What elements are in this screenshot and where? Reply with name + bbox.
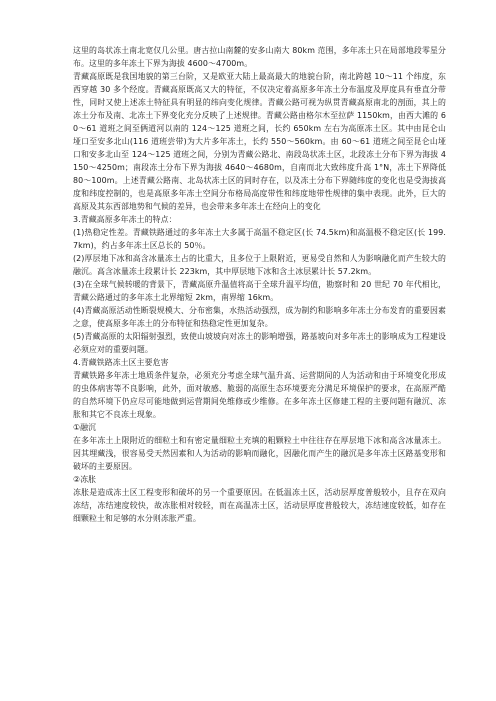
paragraph: 在多年冻土上限附近的细粒土和有密定量细粒土充填的粗颗粒土中往往存在厚层地下冰和高含冰量冻土。因其埋藏浅，很容易受天然因素和人为活动的影响而融化，因融化而产生的融沉是多年冻土区路基变形和破坏的主要原因。: [73, 436, 446, 471]
document-body: [73, 44, 446, 525]
paragraph: 青藏高原既是我国地貌的第三台阶，又是欧亚大陆上最高最大的地貌台阶，南北跨越 10～11 个纬度，东西穿越 30 多个经度。青藏高原既高又大的特征，不仅决定着高原多年冻土分布温度及厚度具有垂直分带性，同时又使上述冻土特征具有明显的纬向变化规律。青藏公路可视为纵贯青藏高原南北的剖面，其上的冻土分布及南、北冻土下界变化充分反映了上述规律。青藏公路由格尔木至拉萨 1150km，由西大滩的 60～61 道班之间至俩道河以南的 124～125 道班之间，长约 650km 左右为高原冻土区。其中由昆仑山垭口至安多北山(116 道班尝带)为大片多年冻土，长约 550～560km。由 60～61 道班之间至昆仑山垭口和安多北山至 124～125 道班之间，分别为青藏公路北、南段岛状冻土区，北段冻土分布下界为海拔 4150～4250m；南段冻土分布下界为海拔 4640～4680m，自南而北大致纬度升高 1°N，冻土下界降低 80～100m。上述青藏公路南、北岛状冻土区的同时存在，以及冻土分布下界随纬度的变化也是受海拔高度和纬度控制的，也是高原多年冻土空间分布格局高度带性和纬度地带性规律的集中表现。此外，巨大的高原及其东西部地势和气候的差异，也会带来多年冻土在经向上的变化: [73, 72, 446, 211]
paragraph: (4)青藏高原活动性断裂规模大、分布密集，水热活动强烈，成为制约和影响多年冻土分布发育的重要因素之意，使高原多年冻土的分布特征和热稳定性更加复杂。: [73, 306, 446, 328]
section-heading: ②冻胀: [73, 475, 97, 484]
section-heading: 4.青藏铁路冻土区主要危害: [73, 358, 169, 367]
paragraph: 冻胀是造成冻土区工程变形和破坏的另一个重要原因。在低温冻土区，活动层厚度普般较小，且存在双向冻结，冻结速度较快，故冻胀相对较轻，而在高温冻土区，活动层厚度普般较大，冻结速度较低，如存在细颗粒土和足够的水分则冻胀严重。: [73, 488, 446, 523]
paragraph: 青藏铁路多年冻土地质条件复杂，必须充分考虑全球气温升高、运营期间的人为活动和由于环境变化形成的虫体病害等不良影响，此外，面对敏感、脆弱的高原生态环境要充分满足环境保护的要求，在高原严酷的自然环境下仍应尽可能地做到运营期间免维修或少维修。在多年冻土区修建工程的主要问题有融沉、冻胀和其它不良冻土现象。: [73, 371, 446, 419]
section-heading: 3.青藏高原多年冻土的特点：: [73, 215, 177, 224]
paragraph: (3)在全球气候转暖的背景下，青藏高原升温值将高于全球升温平均值，勘察时和 20 世纪 70 年代相比，青藏公路通过的多年冻土北界缩短 2km，南界缩 16km。: [73, 280, 446, 302]
paragraph: (1)热稳定性差。青藏铁路通过的多年冻土大多属于高温不稳定区(长 74.5km)和高温极不稳定区(长 199.7km)，约占多年冻土区总长的 50％。: [73, 228, 446, 250]
paragraph: (2)厚层地下冰和高含冰量冻土占的比重大，且多位于上限附近，更易受自然和人为影响融化而产生较大的融沉。高含冰量冻土段累计长 223km，其中厚层地下冰和含土冰层累计长 57.2km。: [73, 254, 446, 276]
paragraph: (5)青藏高原的太阳辐射强烈，致使山坡坡向对冻土的影响增强，路基坡向对多年冻土的影响成为工程建设必须应对的重要问题。: [73, 332, 446, 354]
section-heading: ①融沉: [73, 423, 97, 432]
paragraph: 这里的岛状冻土南北宽仅几公里。唐古拉山南麓的安多山南大 80km 范围，多年冻土只在局部地段零星分布。这里的多年冻土下界为海拔 4600～4700m。: [73, 46, 446, 68]
